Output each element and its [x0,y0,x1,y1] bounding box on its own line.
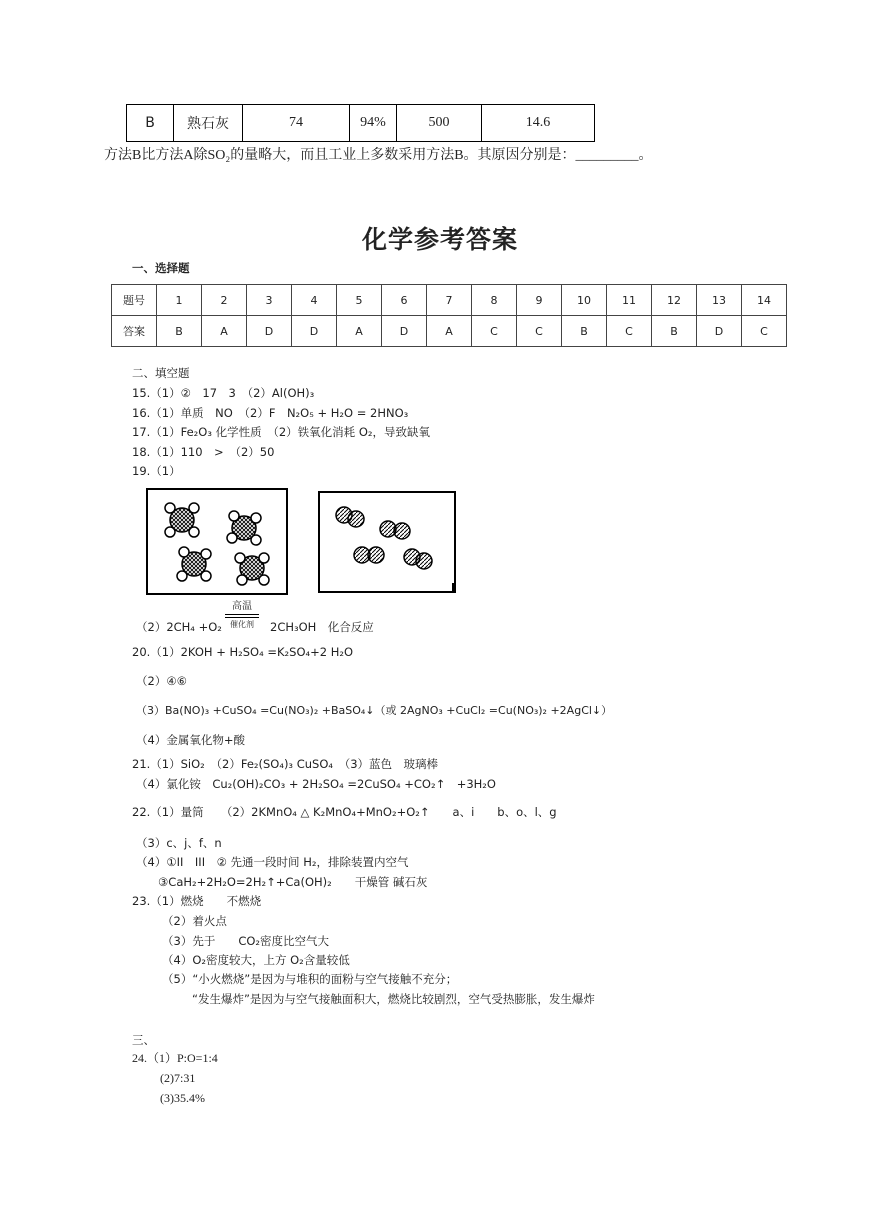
answer-line: “发生爆炸”是因为与空气接触面积大，燃烧比较剧烈，空气受热膨胀，发生爆炸 [192,992,595,1006]
table-row [112,285,787,316]
answer-line: （4）O₂密度较大，上方 O₂含量较低 [162,953,350,967]
methane-molecules-icon [148,490,286,593]
question-text: 方法B比方法A除SO₂的量略大，而且工业上多数采用方法B。其原因分别是：_________。 [104,148,653,163]
condition-bottom: 催化剂 [230,620,254,629]
table-cell: 94% [350,105,397,142]
table-cell: 7 [427,285,472,316]
table-cell: 8 [472,285,517,316]
table-cell: C [607,316,652,347]
table-cell: 12 [652,285,697,316]
table-cell: 9 [517,285,562,316]
table-cell: C [517,316,562,347]
answer-line: （4）氯化铵 Cu₂(OH)₂CO₃ + 2H₂SO₄ =2CuSO₄ +CO₂↑ +3H₂O [136,777,496,791]
table-cell: 11 [607,285,652,316]
answer-line: (3)35.4% [160,1091,205,1105]
section-heading-fill: 二、填空题 [132,366,190,380]
answer-line: 18.（1）110 > （2）50 [132,445,275,459]
table-cell: B [652,316,697,347]
table-cell: A [202,316,247,347]
molecule-diagram-left [146,488,288,595]
condition-top: 高温 [232,601,252,612]
table-cell: 6 [382,285,427,316]
top-data-table [126,104,595,142]
answer-line: （5）“小火燃烧”是因为与堆积的面粉与空气接触不充分； [162,972,458,986]
table-cell: D [382,316,427,347]
answer-line: 20.（1）2KOH + H₂SO₄ =K₂SO₄+2 H₂O [132,645,354,659]
answer-line: 21.（1）SiO₂ （2）Fe₂(SO₄)₃ CuSO₄ （3）蓝色 玻璃棒 [132,757,439,771]
table-cell: 74 [243,105,350,142]
table-cell: 14 [742,285,787,316]
answer-line: 19.（1） [132,464,181,478]
answer-line: 16.（1）单质 NO （2）F N₂O₅ + H₂O = 2HNO₃ [132,406,409,420]
answer-line: 17.（1）Fe₂O₃ 化学性质 （2）铁氧化消耗 O₂，导致缺氧 [132,425,430,439]
table-cell: 500 [397,105,482,142]
answer-line: （2）着火点 [162,914,227,928]
table-cell: B [157,316,202,347]
table-cell: 熟石灰 [174,105,243,142]
answer-line: 15.（1）② 17 3 （2）Al(OH)₃ [132,386,315,400]
table-cell: B [127,105,174,142]
answer-table [111,284,787,347]
answer-line: （2）2CH₄ +O₂ [136,620,222,634]
table-cell: 3 [247,285,292,316]
table-cell: C [472,316,517,347]
table-cell: A [337,316,382,347]
header-label: 题号 [112,285,157,316]
answer-line: （3）先于 CO₂密度比空气大 [162,934,330,948]
table-cell: 5 [337,285,382,316]
equals-arrow [225,614,259,618]
table-row [127,105,595,142]
answer-line: （4）金属氧化物+酸 [136,733,245,747]
answer-line: ③CaH₂+2H₂O=2H₂↑+Ca(OH)₂ 干燥管 碱石灰 [158,875,428,889]
table-cell: D [292,316,337,347]
answer-line: 22.（1）量筒 （2）2KMnO₄ △ K₂MnO₄+MnO₂+O₂↑ a、i b、o、l、g [132,805,557,819]
table-cell: 14.6 [482,105,595,142]
table-cell: A [427,316,472,347]
diagram-mark [452,583,458,591]
answer-line: (2)7:31 [160,1071,196,1085]
answer-label: 答案 [112,316,157,347]
oxygen-molecules-icon [320,493,454,591]
section-heading-choice: 一、选择题 [132,261,190,275]
table-row [112,316,787,347]
table-cell: 10 [562,285,607,316]
answer-line: （3）Ba(NO)₃ +CuSO₄ =Cu(NO₃)₂ +BaSO₄↓（或 2AgNO₃ +CuCl₂ =Cu(NO₃)₂ +2AgCl↓） [136,704,613,717]
answer-line: （2）④⑥ [136,674,187,688]
table-cell: 13 [697,285,742,316]
section-heading-calc: 三、 [132,1033,155,1047]
answer-line: 2CH₃OH 化合反应 [270,620,374,634]
table-cell: 1 [157,285,202,316]
table-cell: D [247,316,292,347]
table-cell: 4 [292,285,337,316]
answer-line: （3）c、j、f、n [136,836,222,850]
page-title: 化学参考答案 [362,225,519,254]
reaction-condition [225,601,259,630]
answer-line: 24.（1）P:O=1:4 [132,1051,218,1065]
answer-line: 23.（1）燃烧 不燃烧 [132,894,262,908]
table-cell: 2 [202,285,247,316]
table-cell: D [697,316,742,347]
molecule-diagram-right [318,491,456,593]
table-cell: C [742,316,787,347]
table-cell: B [562,316,607,347]
answer-line: （4）①II III ② 先通一段时间 H₂，排除装置内空气 [136,855,409,869]
